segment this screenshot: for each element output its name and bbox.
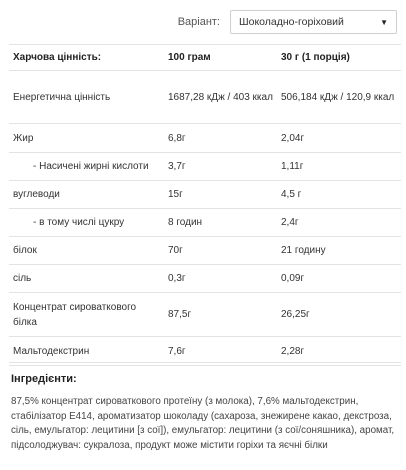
table-row [9, 209, 401, 237]
table-row [9, 293, 401, 337]
chevron-down-icon: ▼ [380, 17, 388, 27]
nutrient-per-100g: 70г [168, 245, 183, 256]
ingredients-section [9, 362, 401, 453]
table-row [9, 153, 401, 181]
nutrient-name: вуглеводи [13, 189, 60, 200]
nutrient-per-100g: 8 годин [168, 217, 203, 228]
variant-select[interactable] [230, 10, 397, 34]
nutrient-per-serving: 506,184 кДж / 120,9 ккал [281, 91, 395, 103]
header-per-100g: 100 грам [168, 52, 211, 63]
nutrient-per-serving: 21 годину [281, 245, 326, 256]
nutrient-per-100g: 15г [168, 189, 183, 200]
nutrient-name: - в тому числі цукру [33, 217, 125, 228]
variant-selected-value: Шоколадно-горіховий [239, 16, 344, 28]
nutrient-per-serving: 0,09г [281, 273, 305, 284]
nutrient-name: Енергетична цінність [13, 91, 111, 103]
nutrient-per-100g: 7,6г [168, 345, 186, 357]
header-per-serving: 30 г (1 порція) [281, 52, 350, 63]
table-row [9, 71, 401, 124]
nutrient-name: Концентрат сироваткового білка [13, 301, 137, 328]
nutrient-per-serving: 4,5 г [281, 189, 302, 200]
table-row [9, 124, 401, 153]
nutrient-name: білок [13, 245, 37, 256]
table-row [9, 181, 401, 209]
variant-selector-group [178, 10, 397, 34]
table-row [9, 237, 401, 265]
nutrition-table [9, 44, 401, 366]
nutrient-per-100g: 0,3г [168, 273, 186, 284]
nutrient-per-100g: 1687,28 кДж / 403 ккал [168, 91, 273, 103]
table-row [9, 265, 401, 293]
variant-label: Варіант: [177, 16, 220, 28]
nutrient-per-100g: 3,7г [168, 161, 186, 172]
nutrient-per-serving: 2,4г [281, 217, 299, 228]
ingredients-title: Інгредієнти: [11, 373, 77, 385]
header-nutrition-value: Харчова цінність: [13, 52, 102, 63]
nutrition-header-row [9, 45, 401, 71]
nutrient-name: - Насичені жирні кислоти [33, 161, 149, 172]
nutrient-per-100g: 87,5г [168, 309, 192, 320]
nutrient-per-serving: 26,25г [281, 309, 310, 320]
nutrient-name: сіль [13, 273, 32, 284]
nutrient-name: Жир [13, 132, 34, 144]
nutrient-name: Мальтодекстрин [13, 345, 90, 357]
nutrient-per-100g: 6,8г [168, 132, 186, 144]
nutrient-per-serving: 2,28г [281, 345, 305, 357]
nutrient-per-serving: 2,04г [281, 132, 305, 144]
ingredients-text: 87,5% концентрат сироваткового протеїну (з молока), 7,6% мальтодекстрин, стабілізатор Е414, ароматизатор шоколаду (сахароза, знежирене какао, декстроза, сіль, емульгатор: лецитини [з сої]), емульгатор: лецитини (з сої/соняшника), аромат, підсолоджувач: сукралоза, продукт може містити горіхи та яєчні білки [11, 396, 395, 451]
nutrient-per-serving: 1,11г [281, 161, 304, 172]
